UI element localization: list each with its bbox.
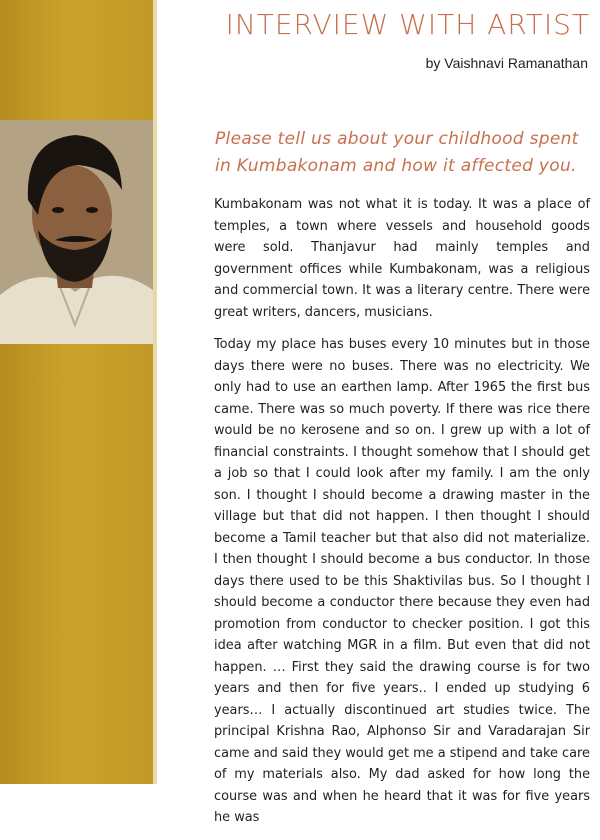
question-line: in Kumbakonam and how it affected you.	[215, 156, 577, 176]
artist-portrait-photo	[0, 120, 153, 344]
article-title: INTERVIEW WITH ARTIST	[225, 8, 590, 41]
band-divider	[153, 0, 157, 784]
interview-question	[215, 126, 595, 180]
author-byline: by Vaishnavi Ramanathan	[425, 55, 588, 71]
question-line: Please tell us about your childhood spent	[215, 129, 579, 149]
article-body	[214, 194, 590, 840]
gold-side-band	[0, 0, 153, 784]
answer-paragraph: Kumbakonam was not what it is today. It was a place of temples, a town where vessels and household goods were sold. Thanjavur had mainly temples and government offices while Kumbakonam, was a religious and commercial town. It was a literary centre. There were great writers, dancers, musicians.	[214, 197, 590, 320]
answer-paragraph: Today my place has buses every 10 minutes but in those days there were no buses. There was no electricity. We only had to use an earthen lamp. After 1965 the first bus came. There was so much poverty. If there was rice there would be no kerosene and so on. I grew up with a lot of financial constraints. I thought somehow that I should get a job so that I could look after my family. I am the only son. I thought I should become a drawing master in the village but that did not happen. I then thought I should become a Tamil teacher but that also did not materialize. I then thought I should become a bus conductor. In those days there used to be this Shaktivilas bus. So I thought I should become a conductor there because they even had promotion from conductor to checker position. I got this idea after watching MGR in a film. But even that did not happen. … First they said the drawing course is for two years and then for five years.. I ended up studying 6 years… I actually discontinued art studies twice. The principal Krishna Rao, Alphonso Sir and Varadarajan Sir came and said they would get me a stipend and take care of my materials also. My dad asked for how long the course was and when he heard that it was for five years he was	[214, 337, 590, 825]
portrait-illustration	[0, 120, 153, 344]
